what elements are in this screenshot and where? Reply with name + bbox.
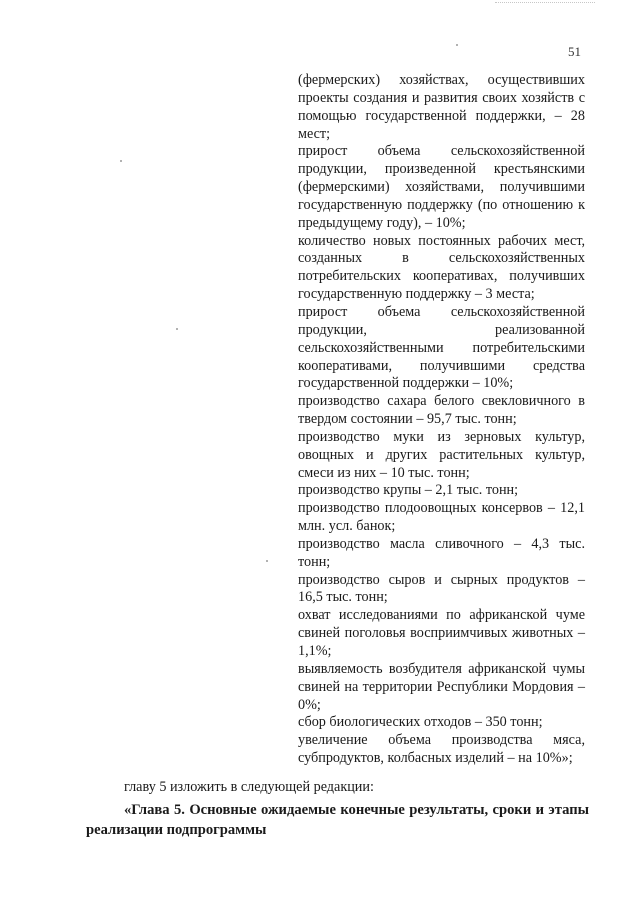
scan-speck [266,560,268,562]
list-item: производство муки из зерновых культур, овощных и других растительных культур, смеси из них – 10 тыс. тонн; [298,428,585,481]
list-item: (фермерских) хозяйствах, осуществивших проекты создания и развития своих хозяйств с помощью государственной поддержки, – 28 мест; [298,72,585,142]
scan-speck [176,328,178,330]
list-item: производство плодоовощных консервов – 12,1 млн. усл. банок; [298,500,585,535]
list-item: охват исследованиями по африканской чуме свиней поголовья восприимчивых животных – 1,1%; [298,607,585,659]
list-item: производство сахара белого свекловичного в твердом состоянии – 95,7 тыс. тонн; [298,393,585,428]
list-item: прирост объема сельскохозяйственной продукции, произведенной крестьянскими (фермерскими) хозяйствами, получившими государственную поддержку (по отношению к предыдущему году), – 10%; [298,143,585,231]
list-item: увеличение объема производства мяса, субпродуктов, колбасных изделий – на 10%»; [298,732,585,767]
amendment-instruction: главу 5 изложить в следующей редакции: [124,779,374,795]
list-item: количество новых постоянных рабочих мест, созданных в сельскохозяйственных потребительских кооперативах, получивших государственную поддержку – 3 места; [298,232,585,303]
chapter-heading: «Глава 5. Основные ожидаемые конечные результаты, сроки и этапы реализации подпрограммы [86,802,589,838]
list-item: сбор биологических отходов – 350 тонн; [298,714,543,731]
list-item: производство сыров и сырных продуктов – 16,5 тыс. тонн; [298,571,585,606]
indicator-list [298,72,585,768]
list-item: прирост объема сельскохозяйственной продукции, реализованной сельскохозяйственными потребительскими кооперативами, получившими средства государственной поддержки – 10%; [298,303,585,392]
list-item: производство масла сливочного – 4,3 тыс. тонн; [298,535,585,570]
page-number: 51 [568,44,581,59]
list-item: выявляемость возбудителя африканской чумы свиней на территории Республики Мордовия – 0%; [298,660,585,713]
scan-speck [456,44,458,46]
scan-artifact [495,2,595,9]
scan-speck [120,160,122,162]
list-item: производство крупы – 2,1 тыс. тонн; [298,482,519,499]
